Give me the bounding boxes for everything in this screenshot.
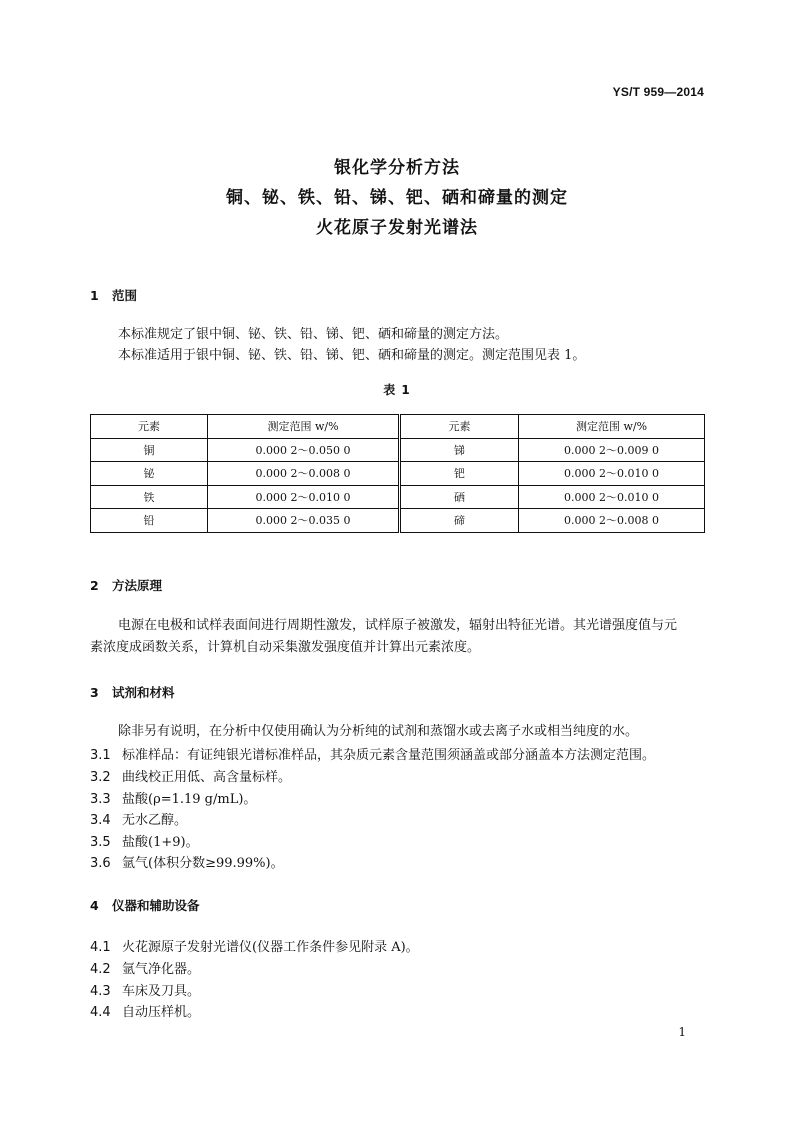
section-number: 3 [90,685,99,700]
table-row [91,509,705,533]
item-text: 无水乙醇。 [122,813,188,828]
table-cell: 铋 [91,462,208,486]
section-number: 4 [90,898,99,913]
list-item [90,766,291,785]
section-title: 方法原理 [112,578,163,593]
principle-line-2: 素浓度成函数关系，计算机自动采集激发强度值并计算出元素浓度。 [90,640,481,655]
table-cell: 铜 [91,438,208,462]
table-header-row [91,415,705,439]
section-heading-equipment [90,896,200,914]
table-row [91,485,705,509]
list-item [90,744,655,763]
item-number: 4.1 [90,940,111,955]
document-title-line2: 铜、铋、铁、铅、锑、钯、硒和碲量的测定 [226,188,568,208]
document-title-line3: 火花原子发射光谱法 [316,218,478,238]
section-heading-principle [90,576,162,594]
item-text: 氩气(体积分数≥99.99%)。 [122,856,284,871]
table-cell: 0.000 2～0.010 0 [208,485,400,509]
item-text: 车床及刀具。 [122,984,201,999]
item-text: 标准样品：有证纯银光谱标准样品，其杂质元素含量范围须涵盖或部分涵盖本方法测定范围。 [122,748,656,763]
scope-paragraph-2: 本标准适用于银中铜、铋、铁、铅、锑、钯、硒和碲量的测定。测定范围见表 1。 [118,348,586,363]
table-cell: 0.000 2～0.008 0 [208,462,400,486]
table-cell: 铁 [91,485,208,509]
standard-code: YS/T 959—2014 [612,85,704,99]
item-number: 4.4 [90,1005,111,1020]
list-item [90,831,199,850]
item-text: 氩气净化器。 [122,962,201,977]
section-title: 试剂和材料 [112,685,175,700]
item-text: 曲线校正用低、高含量标样。 [122,770,292,785]
item-text: 火花源原子发射光谱仪(仪器工作条件参见附录 A)。 [122,940,419,955]
item-text: 盐酸(1+9)。 [122,835,199,850]
item-text: 自动压样机。 [122,1005,201,1020]
table-cell: 锑 [400,438,519,462]
table-header-cell: 元素 [91,415,208,439]
table-cell: 钯 [400,462,519,486]
document-title-line1: 银化学分析方法 [334,158,460,178]
table-cell: 铅 [91,509,208,533]
table-header-cell: 测定范围 w/% [208,415,400,439]
list-item [90,852,284,871]
table-cell: 0.000 2～0.008 0 [519,509,705,533]
list-item [90,958,200,977]
reagents-intro: 除非另有说明，在分析中仅使用确认为分析纯的试剂和蒸馏水或去离子水或相当纯度的水。 [118,724,639,739]
item-number: 3.6 [90,856,111,871]
list-item [90,980,200,999]
measurement-range-table [90,414,705,533]
section-heading-reagents [90,683,175,701]
scope-paragraph-1: 本标准规定了银中铜、铋、铁、铅、锑、钯、硒和碲量的测定方法。 [118,327,509,342]
list-item [90,809,187,828]
table-cell: 碲 [400,509,519,533]
list-item [90,1001,200,1020]
page-number: 1 [678,1025,686,1039]
section-title: 范围 [112,288,138,303]
table-cell: 0.000 2～0.035 0 [208,509,400,533]
section-heading-scope [90,286,137,304]
item-number: 3.3 [90,792,111,807]
item-number: 3.2 [90,770,111,785]
table-cell: 硒 [400,485,519,509]
item-number: 4.3 [90,984,111,999]
table-header-cell: 元素 [400,415,519,439]
item-number: 3.4 [90,813,111,828]
table-caption: 表 1 [383,383,411,397]
principle-line-1: 电源在电极和试样表面间进行周期性激发，试样原子被激发，辐射出特征光谱。其光谱强度值与元 [118,618,678,633]
table-cell: 0.000 2～0.010 0 [519,462,705,486]
table-row [91,438,705,462]
item-number: 4.2 [90,962,111,977]
table-cell: 0.000 2～0.009 0 [519,438,705,462]
list-item [90,788,256,807]
section-number: 1 [90,288,99,303]
table-cell: 0.000 2～0.050 0 [208,438,400,462]
list-item [90,936,419,955]
section-number: 2 [90,578,99,593]
section-title: 仪器和辅助设备 [112,898,200,913]
table-row [91,462,705,486]
item-text: 盐酸(ρ=1.19 g/mL)。 [122,792,257,807]
table-header-cell: 测定范围 w/% [519,415,705,439]
table-cell: 0.000 2～0.010 0 [519,485,705,509]
item-number: 3.5 [90,835,111,850]
item-number: 3.1 [90,748,111,763]
